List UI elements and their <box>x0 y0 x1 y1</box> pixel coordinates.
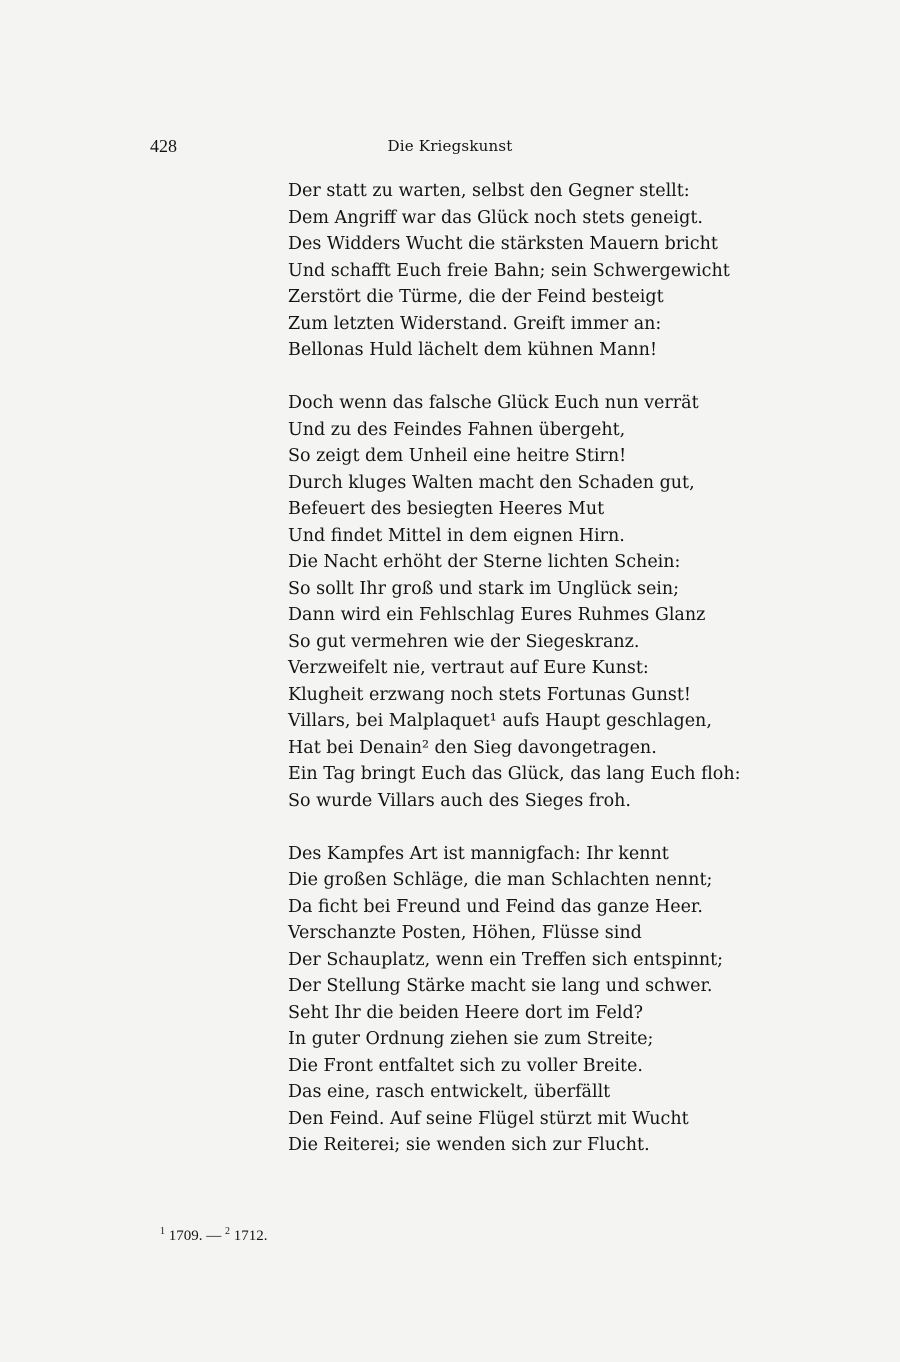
poem-line: Und schafft Euch freie Bahn; sein Schwergewicht <box>288 260 730 281</box>
poem-line: Verzweifelt nie, vertraut auf Eure Kunst: <box>288 658 649 678</box>
poem-line: So wurde Villars auch des Sieges froh. <box>288 790 631 811</box>
poem-line: Verschanzte Posten, Höhen, Flüsse sind <box>288 923 642 943</box>
poem-line: Den Feind. Auf seine Flügel stürzt mit Wucht <box>288 1108 689 1129</box>
poem-line: So zeigt dem Unheil eine heitre Stirn! <box>288 446 627 466</box>
running-head: Die Kriegskunst <box>387 137 513 155</box>
stanza-1 <box>288 178 728 364</box>
poem-line: So sollt Ihr groß und stark im Unglück sein; <box>288 578 680 599</box>
poem-line: Befeuert des besiegten Heeres Mut <box>288 499 605 519</box>
poem-line: In guter Ordnung ziehen sie zum Streite; <box>288 1029 654 1049</box>
poem-line: Dem Angriff war das Glück noch stets geneigt. <box>288 207 703 228</box>
poem-line: Zerstört die Türme, die der Feind besteigt <box>288 287 664 307</box>
poem-line: Die Reiterei; sie wenden sich zur Flucht. <box>288 1135 650 1155</box>
poem-line: Dann wird ein Fehlschlag Eures Ruhmes Glanz <box>288 605 706 625</box>
poem-line: Villars, bei Malplaquet¹ aufs Haupt geschlagen, <box>288 711 712 731</box>
poem-line: Des Kampfes Art ist mannigfach: Ihr kennt <box>288 843 669 864</box>
poem-line: Die Nacht erhöht der Sterne lichten Schein: <box>288 552 681 572</box>
poem-line: Bellonas Huld lächelt dem kühnen Mann! <box>288 340 657 360</box>
poem-line: Des Widders Wucht die stärksten Mauern bricht <box>288 234 718 254</box>
poem-line: Klugheit erzwang noch stets Fortunas Gunst! <box>288 684 691 705</box>
footnote-marker-1: 1 <box>160 1226 165 1237</box>
poem-line: Das eine, rasch entwickelt, überfällt <box>288 1082 611 1102</box>
poem-line: Seht Ihr die beiden Heere dort im Feld? <box>288 1002 644 1023</box>
footnote-text-1: 1709. — <box>165 1228 225 1244</box>
footnote-marker-2: 2 <box>225 1226 230 1237</box>
poem-line: Der Schauplatz, wenn ein Treffen sich entspinnt; <box>288 949 724 970</box>
stanza-2 <box>288 390 741 814</box>
stanza-3 <box>288 841 728 1159</box>
poem-line: Durch kluges Walten macht den Schaden gut, <box>288 472 695 493</box>
page-number: 428 <box>150 136 177 156</box>
poem-line: Hat bei Denain² den Sieg davongetragen. <box>288 737 657 758</box>
poem-line: Da ficht bei Freund und Feind das ganze Heer. <box>288 896 703 917</box>
poem-line: Zum letzten Widerstand. Greift immer an: <box>288 313 662 334</box>
poem-line: Doch wenn das falsche Glück Euch nun verrät <box>288 393 699 413</box>
footnote-text-2: 1712. <box>230 1228 268 1244</box>
poem-line: So gut vermehren wie der Siegeskranz. <box>288 631 640 652</box>
poem-line: Und findet Mittel in dem eignen Hirn. <box>288 525 625 546</box>
poem-line: Der statt zu warten, selbst den Gegner stellt: <box>288 181 690 201</box>
poem-line: Die großen Schläge, die man Schlachten nennt; <box>288 870 713 890</box>
poem-line: Der Stellung Stärke macht sie lang und schwer. <box>288 976 713 996</box>
poem-line: Die Front entfaltet sich zu voller Breite. <box>288 1055 643 1076</box>
poem-line: Und zu des Feindes Fahnen übergeht, <box>288 419 626 440</box>
poem-line: Ein Tag bringt Euch das Glück, das lang Euch floh: <box>288 764 741 784</box>
poem <box>288 178 741 1159</box>
footnotes <box>160 1226 268 1245</box>
